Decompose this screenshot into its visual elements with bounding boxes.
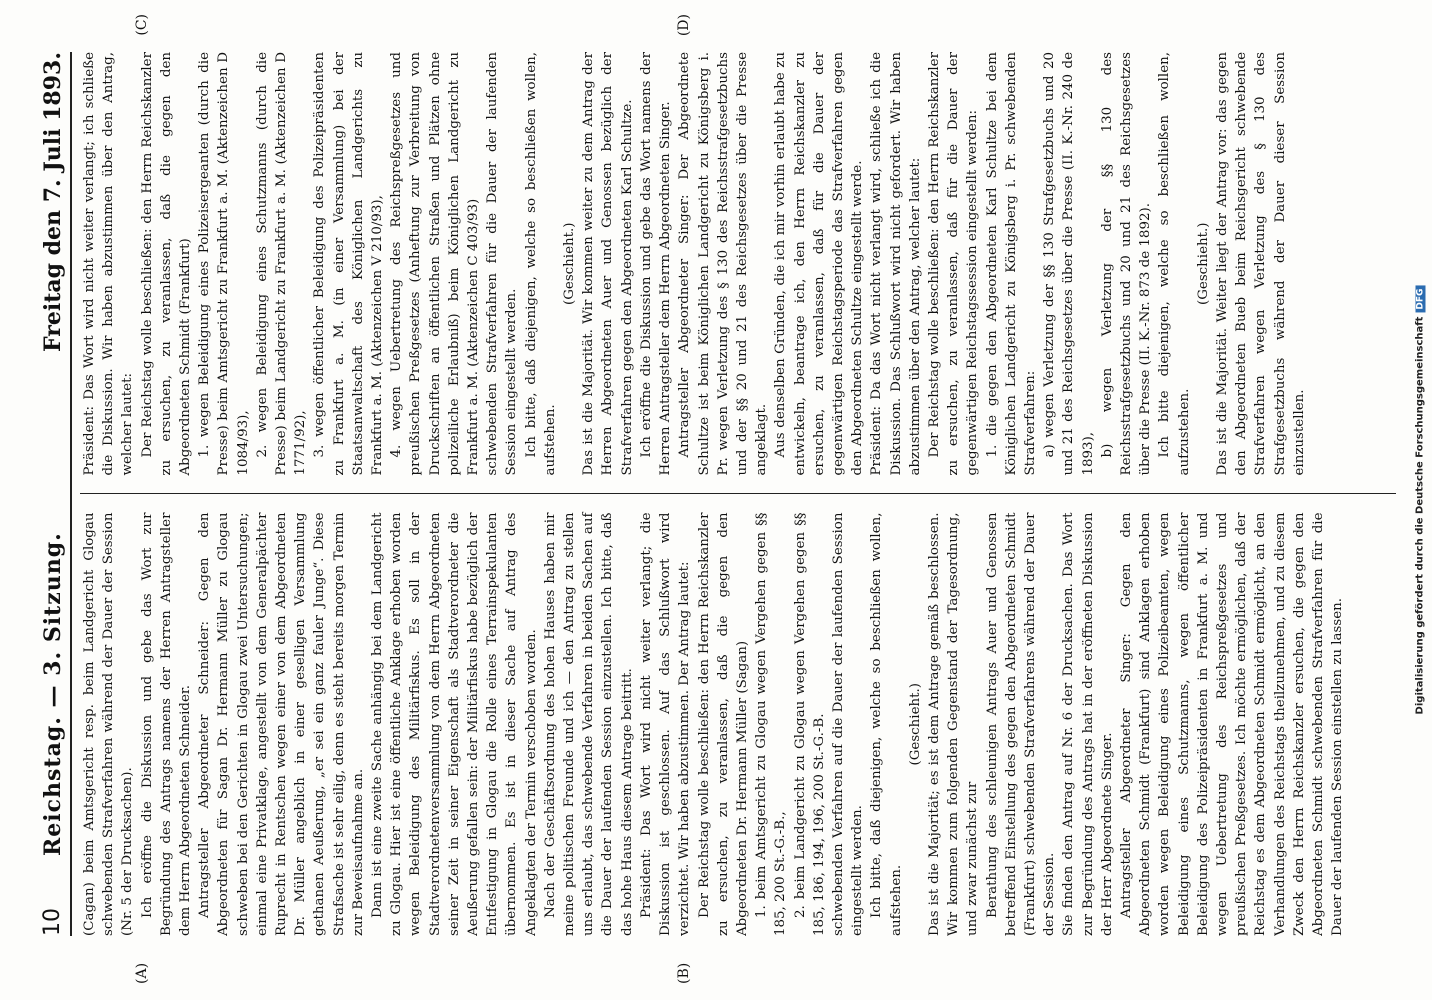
paragraph: (Cagan) beim Amtsgericht resp. beim Landgericht Glogau schwebenden Strafverfahren während der Dauer der Session (Nr. 5 der Drucksachen).	[82, 512, 136, 936]
left-column	[80, 495, 1396, 937]
paragraph: schwebenden Strafverfahren für die Dauer der laufenden Session eingestellt werden.	[485, 52, 520, 476]
paragraph: b) wegen Verletzung der §§ 130 des Reichsstrafgesetzbuchs und 20 und 21 des Reichsgesetzes über die Presse (II. K.-Nr. 873 de 1892).	[1099, 52, 1154, 476]
column-divider	[80, 494, 1396, 495]
paragraph: 3. wegen öffentlicher Beleidigung des Polizeipräsidenten zu Frankfurt a. M. (in einer Versammlung) bei der Staatsanwaltschaft des Königlichen Landgerichts zu Frankfurt a. M. (Aktenzeichen V 210/93),	[312, 52, 386, 476]
paragraph: a) wegen Verletzung der §§ 130 Strafgesetzbuchs und 20 und 21 des Reichsgesetzes über die Presse (II. K.-Nr. 240 de 1893),	[1042, 52, 1096, 476]
running-title: Reichstag. — 3. Sitzung.	[40, 532, 66, 856]
paragraph: Dann ist eine zweite Sache anhängig bei dem Landgericht zu Glogau. Hier ist eine öffentliche Anklage erhoben worden wegen Beleidigung des Militärfiskus. Es soll in der Stadtverordnetenversammlung von dem Herrn Abgeordneten seiner Zeit in seiner Eigenschaft als Stadtverordneter die Aeußerung gefallen sein: der Militärfiskus habe bezüglich der Entfestigung in Glogau die Rolle eines Terrainspekulanten übernommen. Es ist in dieser Sache auf Antrag des Angeklagten der Termin verschoben worden.	[370, 512, 539, 936]
paragraph: (Geschieht.)	[1195, 222, 1211, 306]
paragraph: Der Reichstag wolle beschließen: den Herrn Reichskanzler zu ersuchen, zu veranlassen, daß die gegen den Abgeordneten Schmidt (Frankfurt)	[139, 52, 194, 476]
paragraph: (Geschieht.)	[907, 682, 923, 766]
paragraph: Aus denselben Gründen, die ich mir vorhin erlaubt habe zu entwickeln, beantrage ich, den Herrn Reichskanzler zu ersuchen, zu veranlassen, daß für die Dauer der gegenwärtigen Reichstagsperiode das Strafverfahren gegen den Abgeordneten Schultze eingestellt werde.	[773, 52, 866, 476]
text-columns	[80, 52, 1396, 936]
paragraph: Präsident: Das Wort wird nicht weiter verlangt; die Diskussion ist geschlossen. Auf das Schlußwort wird verzichtet. Wir haben abzustimmen. Der Antrag lautet:	[638, 512, 693, 936]
paragraph: schwebenden Verfahren auf die Dauer der laufenden Session eingestellt werden.	[830, 512, 866, 936]
session-date: Freitag den 7. Juli 1893.	[40, 52, 66, 352]
margin-mark-d: (D)	[676, 14, 692, 37]
paragraph: Ich eröffne die Diskussion und gebe das Wort zur Begründung des Antrags namens der Herren Antragsteller dem Herrn Abgeordneten Schneider.	[139, 512, 194, 936]
paragraph: Sie finden den Antrag auf Nr. 6 der Drucksachen. Das Wort zur Begründung des Antrags hat in der eröffneten Diskussion der Herr Abgeordnete Singer.	[1061, 512, 1115, 936]
paragraph: Ich bitte diejenigen, welche so beschließen wollen, aufzustehen.	[1157, 52, 1192, 476]
paragraph: Der Reichstag wolle beschließen: den Herrn Reichskanzler zu ersuchen, zu veranlassen, daß die gegen den Abgeordneten Dr. Hermann Müller (Sagan)	[696, 512, 750, 936]
margin-mark-a: (A)	[134, 962, 150, 984]
credit-line	[1415, 286, 1426, 715]
paragraph: 2. beim Landgericht zu Glogau wegen Vergehen gegen §§ 185, 186, 194, 196, 200 St.-G.-B.	[792, 512, 827, 936]
paragraph: Präsident: Da das Wort nicht verlangt wird, schließe ich die Diskussion. Das Schlußwort wird nicht gefordert. Wir haben abzustimmen über den Antrag, welcher lautet:	[869, 52, 923, 476]
paragraph: Das ist die Majorität. Weiter liegt der Antrag vor: das gegen den Abgeordneten Bueb beim Reichsgericht schwebende Strafverfahren wegen Verletzung des § 130 des Strafgesetzbuchs während der Dauer dieser Session einzustellen.	[1214, 52, 1307, 476]
paragraph: Antragsteller Abgeordneter Singer: Der Abgeordnete Schultze ist beim Königlichen Landgericht zu Königsberg i. Pr. wegen Verletzung des § 130 des Reichsstrafgesetzbuchs und der §§ 20 und 21 des Reichsgesetzes über die Presse angeklagt.	[677, 52, 770, 476]
paragraph: Der Reichstag wolle beschließen: den Herrn Reichskanzler zu ersuchen, zu veranlassen, daß für die Dauer der gegenwärtigen Reichstagssession eingestellt werden:	[926, 52, 981, 476]
paragraph: 2. wegen Beleidigung eines Schutzmanns (durch die Presse) beim Landgericht zu Frankfurt a. M. (Aktenzeichen D 1771/92),	[254, 52, 309, 476]
paragraph: 1. die gegen den Abgeordneten Karl Schultze bei dem Königlichen Landgericht zu Königsberg i. Pr. schwebenden Strafverfahren:	[984, 52, 1038, 476]
margin-mark-c: (C)	[134, 14, 150, 36]
paragraph: Berathung des schleunigen Antrags Auer und Genossen betreffend Einstellung des gegen den Abgeordneten Schmidt (Frankfurt) schwebenden Strafverfahrens während der Dauer der Session.	[984, 512, 1058, 936]
page-number: 10	[40, 908, 65, 936]
paragraph: Ich bitte, daß diejenigen, welche so beschließen wollen, aufstehen.	[523, 52, 558, 476]
paragraph: Präsident: Das Wort wird nicht weiter verlangt; ich schließe die Diskussion. Wir haben abzustimmen über den Antrag, welcher lautet:	[82, 52, 136, 476]
paragraph: 1. wegen Beleidigung eines Polizeisergeanten (durch die Presse) beim Amtsgericht zu Frankfurt a. M. (Aktenzeichen D 1084/93),	[197, 52, 251, 476]
paragraph: Das ist die Majorität. Wir kommen weiter zu dem Antrag der Herren Abgeordneten Auer und Genossen bezüglich der Strafverfahren gegen den Abgeordneten Karl Schultze.	[581, 52, 635, 476]
paragraph: Antragsteller Abgeordneter Schneider: Gegen den Abgeordneten für Sagan Dr. Hermann Müller zu Glogau schweben bei den Gerichten in Glogau zwei Untersuchungen; einmal eine Privatklage, angestellt von dem Generalpächter Ruprecht in Rentschen wegen einer von dem Abgeordneten Dr. Müller angeblich in einer geselligen Versammlung gethanen Aeußerung, „er sei ein ganz fauler Junge“. Diese Strafsache ist sehr eilig, denn es steht bereits morgen Termin zur Beweisaufnahme an.	[197, 512, 366, 936]
page-header	[36, 52, 72, 936]
paragraph: Das ist die Majorität; es ist dem Antrage gemäß beschlossen. Wir kommen zum folgenden Gegenstand der Tagesordnung, und zwar zunächst zur	[926, 512, 981, 936]
rotated-page	[16, 10, 1416, 990]
paragraph: (Geschieht.)	[562, 222, 578, 306]
paragraph: 1. beim Amtsgericht zu Glogau wegen Vergehen gegen §§ 185, 200 St.-G.-B.,	[754, 512, 789, 936]
paragraph: Ich eröffne die Diskussion und gebe das Wort namens der Herren Antragsteller dem Herrn Abgeordneten Singer.	[638, 52, 674, 476]
paragraph: Ich bitte, daß diejenigen, welche so beschließen wollen, aufstehen.	[869, 512, 904, 936]
margin-mark-b: (B)	[676, 962, 692, 984]
digitization-credit	[1412, 0, 1428, 1000]
paragraph: Antragsteller Abgeordneter Singer: Gegen den Abgeordneten Schmidt (Frankfurt) sind Anklagen erhoben worden wegen Beleidigung eines Polizeibeamten, wegen Beleidigung eines Schutzmanns, wegen öffentlicher Beleidigung des Polizeipräsidenten in Frankfurt a. M. und wegen Uebertretung des Reichspreßgesetzes und preußischen Preßgesetzes. Ich möchte ermöglichen, daß der Reichstag es dem Abgeordneten Schmidt ermöglicht, an den Verhandlungen des Reichstags theilzunehmen, und zu diesem Zweck den Herrn Reichskanzler ersuchen, die gegen den Abgeordneten Schmidt schwebenden Strafverfahren für die Dauer der laufenden Session einstellen zu lassen.	[1118, 512, 1346, 936]
dfg-logo: DFG	[1416, 286, 1426, 313]
paragraph: 4. wegen Uebertretung des Reichspreßgesetzes und preußischen Preßgesetzes (Anheftung zur Verbreitung von Druckschriften an öffentlichen Straßen und Plätzen ohne polizeiliche Erlaubniß) beim Königlichen Landgericht zu Frankfurt a. M. (Aktenzeichen C 403/93)	[389, 52, 482, 476]
paragraph: Nach der Geschäftsordnung des hohen Hauses haben mir meine politischen Freunde und ich — den Antrag zu stellen uns erlaubt, das schwebende Verfahren in beiden Sachen auf die Dauer der laufenden Session einzustellen. Ich bitte, daß das hohe Haus diesem Antrage beitritt.	[542, 512, 635, 936]
credit-text: Digitalisierung gefördert durch die Deutsche Forschungsgemeinschaft	[1414, 316, 1426, 715]
right-column	[80, 52, 1396, 494]
